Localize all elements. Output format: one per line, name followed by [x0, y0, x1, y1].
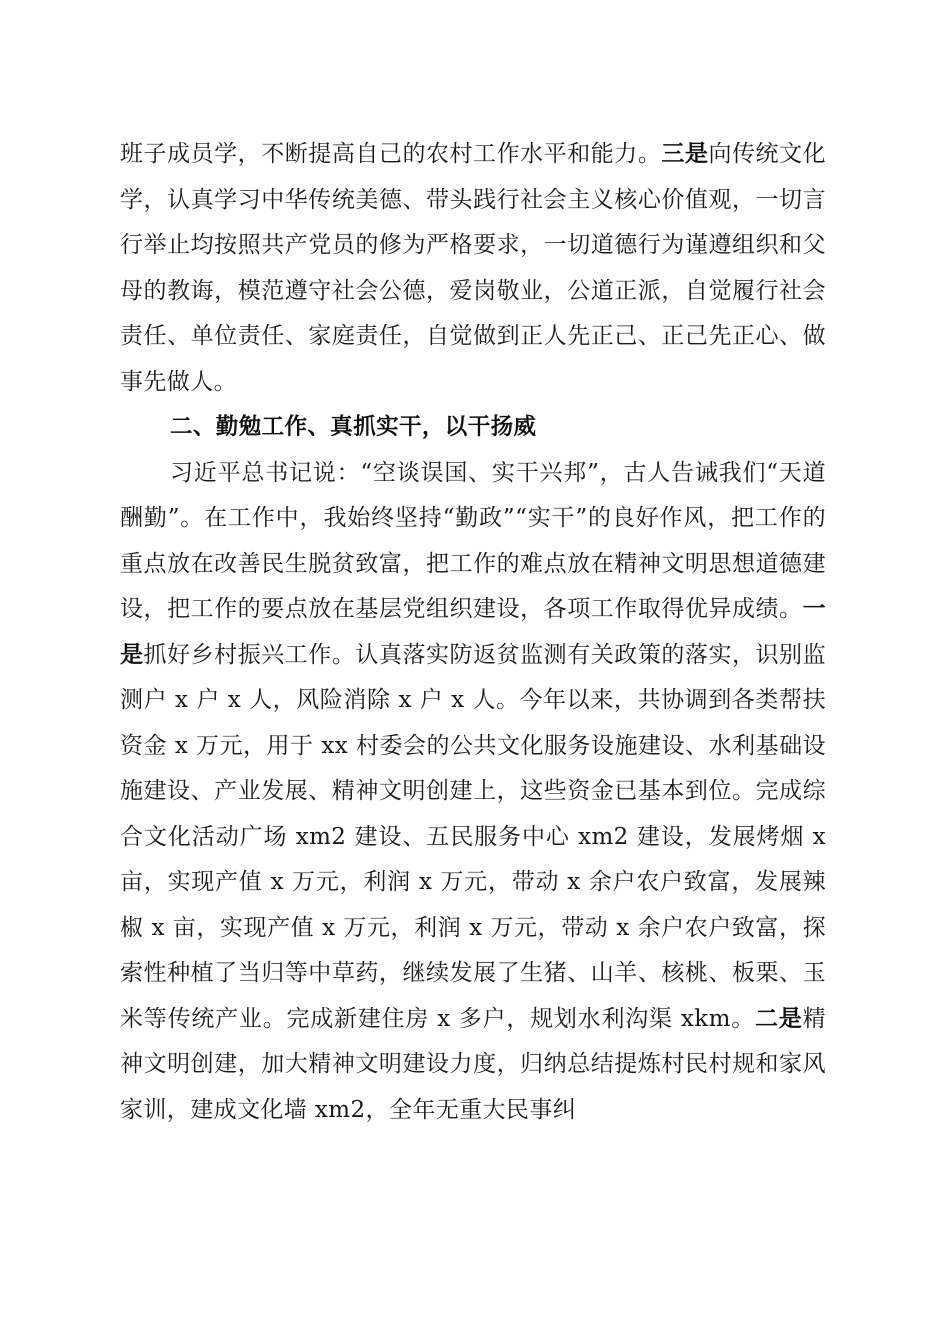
paragraph-text: 抓好乡村振兴工作。认真落实防返贫监测有关政策的落实，识别监测户 x 户 x 人，风险消除 x 户 x 人。今年以来，共协调到各类帮扶资金 x 万元，用于 xx 村委会的公共文化服务设施建设、水利基础设施建设、产业发展、精神文明创建上，这些资金已基本到位。完成综合文化活动广场 xm2 建设、五民服务中心 xm2 建设，发展烤烟 x 亩，实现产值 x 万元，利润 x 万元，带动 x 余户农户致富，发展辣椒 x 亩，实现产值 x 万元，利润 x 万元，带动 x 余户农户致富，探索性种植了当归等中草药，继续发展了生猪、山羊、核桃、板栗、玉米等传统产业。完成新建住房 x 多户，规划水利沟渠 xkm。 [120, 641, 826, 1032]
bold-marker-second: 二是 [755, 1005, 803, 1032]
paragraph-text: 向传统文化学，认真学习中华传统美德、带头践行社会主义核心价值观，一切言行举止均按照共产党员的修为严格要求，一切道德行为谨遵组织和父母的教诲，模范遵守社会公德，爱岗敬业，公道正派，自觉履行社会责任、单位责任、家庭责任，自觉做到正人先正己、正己先正心、做事先做人。 [120, 141, 827, 395]
paragraph-text: 习近平总书记说：“空谈误国、实干兴邦”，古人告诫我们“天道酬勤”。在工作中，我始终坚持“勤政”“实干”的良好作风，把工作的重点放在改善民生脱贫致富，把工作的难点放在精神文明思想道德建设，把工作的要点放在基层党组织建设，各项工作取得优异成绩。 [120, 459, 826, 622]
bold-marker-third: 三是 [661, 141, 709, 167]
document-body [120, 132, 826, 1133]
paragraph-diligent-work [120, 451, 826, 1134]
paragraph-text: 精神文明创建，加大精神文明建设力度，归纳总结提炼村民村规和家风家训，建成文化墙 xm2，全年无重大民事纠 [120, 1005, 826, 1123]
paragraph-text: 班子成员学，不断提高自己的农村工作水平和能力。 [120, 141, 662, 167]
bold-marker-first: 一是 [120, 596, 826, 668]
paragraph-study-traditional-culture [120, 132, 826, 405]
section-heading-diligent-work: 二、勤勉工作、真抓实干，以干扬威 [170, 414, 537, 440]
